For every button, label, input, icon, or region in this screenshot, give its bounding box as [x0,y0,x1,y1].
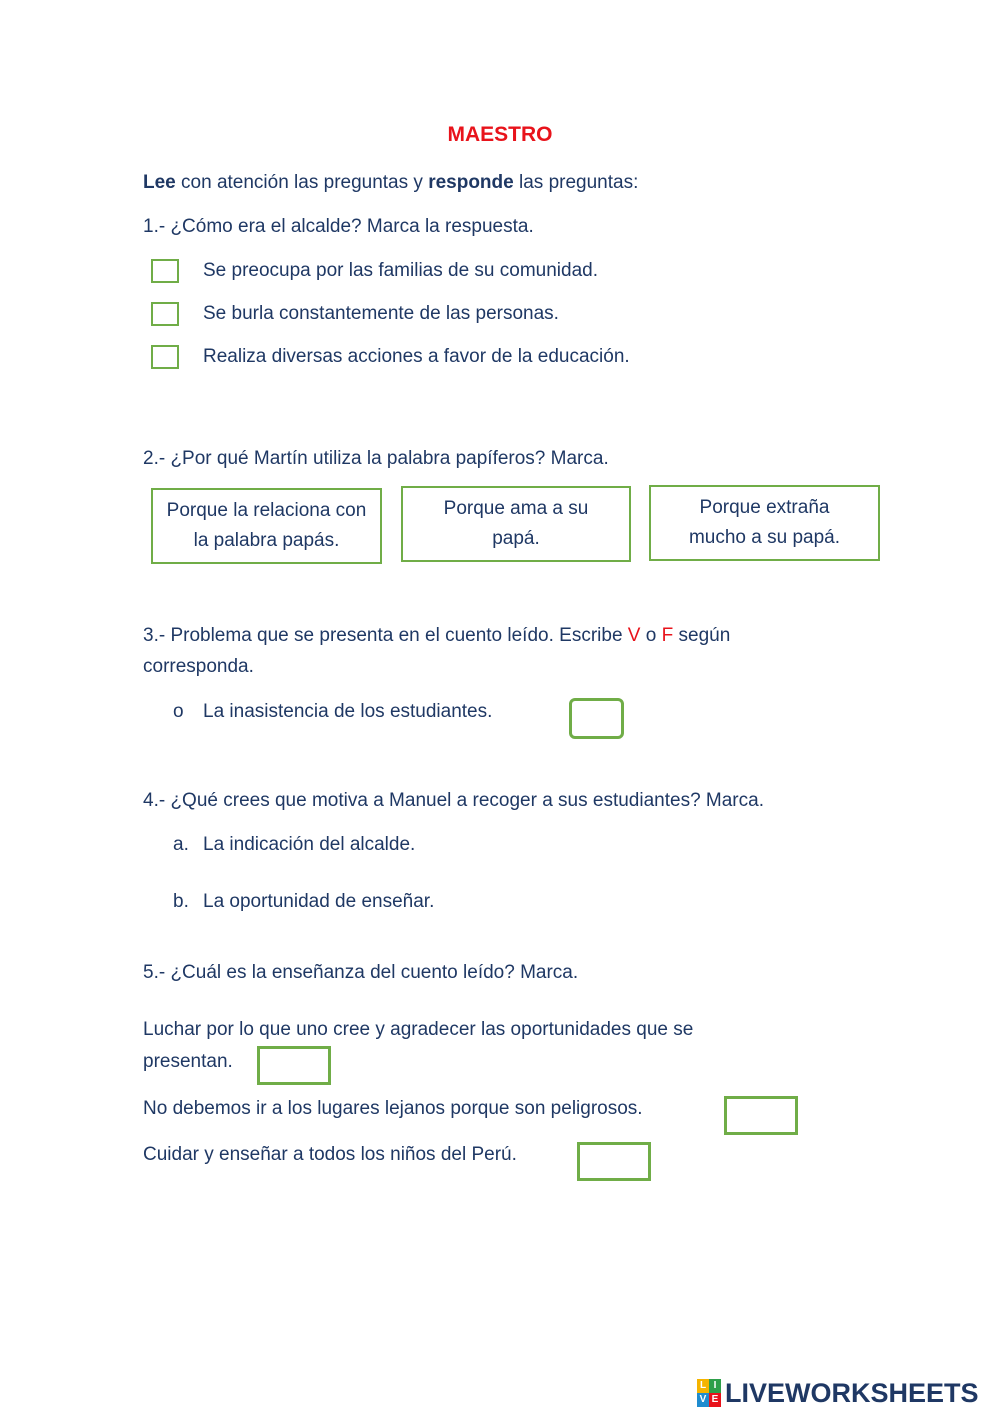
q1-checkbox-1[interactable] [151,259,179,283]
instruction-line [143,171,638,195]
q1-checkbox-2[interactable] [151,302,179,326]
q5-option-1-line-1: Luchar por lo que uno cree y agradecer las oportunidades que se [143,1019,694,1040]
logo-letter-e: E [709,1393,721,1407]
question-5: 5.- ¿Cuál es la enseñanza del cuento leído? Marca. [143,962,579,983]
q4-option-a[interactable]: La indicación del alcalde. [203,834,416,855]
q5-answer-box-2[interactable] [724,1096,798,1135]
instruction-bold-responde: responde [428,172,514,193]
q1-option-2: Se burla constantemente de las personas. [203,303,559,324]
q3-item: La inasistencia de los estudiantes. [203,701,493,722]
q4-marker-b: b. [173,891,189,912]
question-1: 1.- ¿Cómo era el alcalde? Marca la respuesta. [143,216,534,237]
worksheet-title: MAESTRO [447,123,553,146]
q3-text-1: 3.- Problema que se presenta en el cuento leído. Escribe [143,625,628,646]
q2-option-box-3[interactable] [649,485,880,561]
q5-answer-box-3[interactable] [577,1142,651,1181]
q5-answer-box-1[interactable] [257,1046,331,1085]
q2-option-3-text: Porque extraña mucho a su papá. [688,497,841,548]
q2-option-1-text: Porque la relaciona con la palabra papás. [166,500,367,551]
q3-letter-f: F [661,625,674,646]
question-3-line-2: corresponda. [143,656,254,677]
question-2: 2.- ¿Por qué Martín utiliza la palabra papíferos? Marca. [143,448,609,469]
q3-answer-box[interactable] [569,698,624,739]
question-3-line-1 [143,624,730,648]
q3-text-o: o [640,625,662,646]
q2-option-box-1[interactable] [151,488,382,564]
q2-option-box-2[interactable] [401,486,631,562]
liveworksheets-logo [697,1378,979,1408]
q3-text-2: según [673,625,731,646]
logo-letter-i: I [709,1379,721,1393]
instruction-bold-lee: Lee [143,172,176,193]
q1-checkbox-3[interactable] [151,345,179,369]
logo-letter-v: V [697,1393,709,1407]
q4-marker-a: a. [173,834,189,855]
q5-option-1-line-2: presentan. [143,1051,233,1072]
instruction-text-2: las preguntas: [513,172,639,193]
q1-option-3: Realiza diversas acciones a favor de la educación. [203,346,630,367]
q2-option-2-text: Porque ama a su papá. [443,498,589,549]
q1-option-1: Se preocupa por las familias de su comunidad. [203,260,599,281]
logo-letter-l: L [697,1379,709,1393]
liveworksheets-brand-text: LIVEWORKSHEETS [725,1378,979,1408]
q3-letter-v: V [627,625,641,646]
q5-option-2: No debemos ir a los lugares lejanos porque son peligrosos. [143,1098,643,1119]
q5-option-3: Cuidar y enseñar a todos los niños del Perú. [143,1144,517,1165]
instruction-text-1: con atención las preguntas y [175,172,429,193]
liveworksheets-logo-icon [697,1379,721,1407]
question-4: 4.- ¿Qué crees que motiva a Manuel a recoger a sus estudiantes? Marca. [143,790,764,811]
q3-bullet: o [173,701,184,722]
q4-option-b[interactable]: La oportunidad de enseñar. [203,891,435,912]
